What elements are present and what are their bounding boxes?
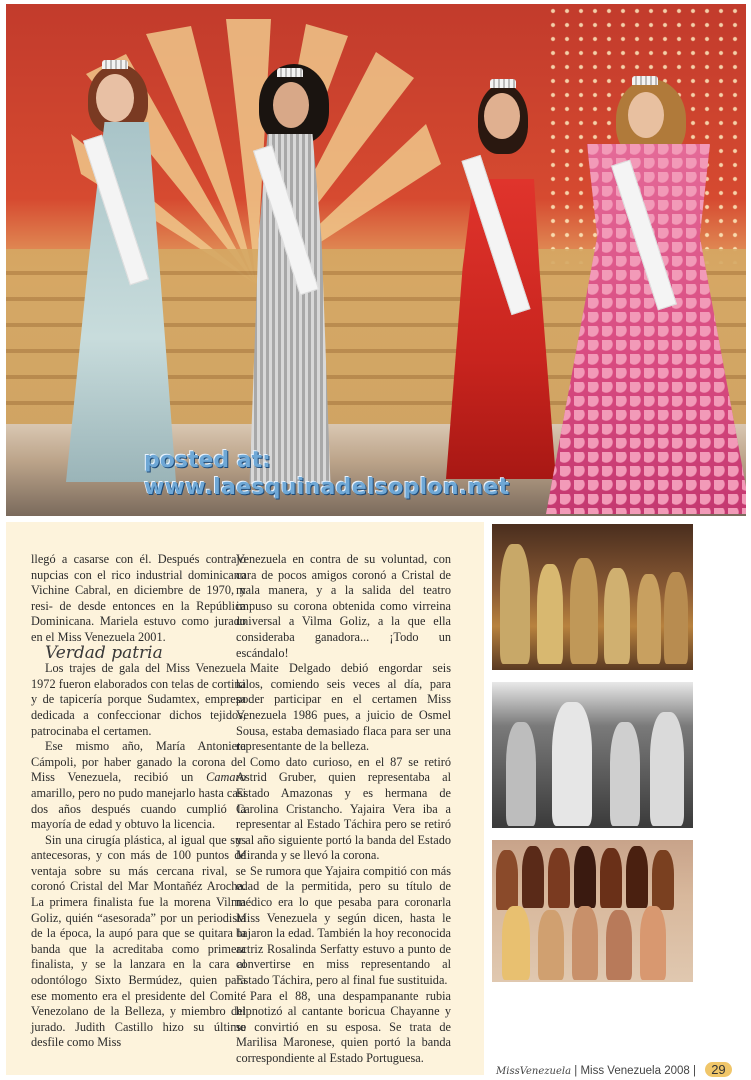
paragraph: Los trajes de gala del Miss Venezuela 1972 fueron elaborados con telas de cortina y de tapicería porque Sudamtex, empresa dedicada a confeccionar dichos tejidos, patrocinaba el certamen. — [31, 661, 246, 738]
brand-logo-text: MissVenezuela — [496, 1066, 572, 1077]
paragraph — [31, 739, 246, 833]
photo-gold-costumes — [492, 524, 693, 670]
paragraph-text: amarillo, pero no pudo manejarlo hasta casi dos años después cuando cumplió la mayoría de edad y obtuvo la licencia. — [31, 785, 246, 832]
paragraph-text: Ese mismo año, María Antonieta Cámpoli, por haber ganado la corona del Miss Venezuela, recibió un — [31, 739, 246, 785]
publication-name: | Miss Venezuela 2008 | — [574, 1065, 696, 1077]
hero-photo — [6, 4, 746, 516]
watermark-line-1: posted at: — [144, 448, 271, 473]
article-column-1 — [31, 552, 246, 1051]
page-number: 29 — [705, 1062, 731, 1077]
paragraph: Se rumora que Yajaira compitió con más edad de la permitida, pero su título de médico era lo que pesaba para coronarla Miss Venezuela y según dicen, hasta le bajaron la edad. También la hoy reconocida actriz Rosalinda Serfatty estuvo a punto de convertirse en miss representando al Estado Táchira, pero al final fue sustituida. — [236, 863, 451, 988]
watermark-url: www.laesquinadelsoplon.net — [144, 475, 510, 500]
paragraph: Como dato curioso, en el 87 se retiró Astrid Gruber, quien representaba al Estado Amazonas y es hermana de Carolina Cristancho. Yajaira Vera iba a representar al Estado Táchira pero se retiró y al año siguiente portó la banda del Estado Miranda y se llevó la corona. — [236, 754, 451, 863]
paragraph: Sin una cirugía plástica, al igual que sus antecesoras, y con más de 100 puntos de ventaja sobre su más cercana rival, se coronó Cristal del Mar Montañéz Arocha. La primera finalista fue la morena Vilma Goliz, quién “asesorada” por un periodista de la época, la aupó para que se quitara la banda que la acreditaba como primera finalista, y se la lanzara en la cara al odontólogo Sixto Bermúdez, quien para ese momento era el presidente del Comité Venezolano de la Belleza, y miembro del jurado. Judith Castillo hizo su último desfile como Miss — [31, 832, 246, 1050]
paragraph: Maite Delgado debió engordar seis kilos, comiendo seis veces al día, para poder participar en el certamen Miss Venezuela 1986 pues, a juicio de Osmel Sousa, estaba demasiado flaca para ser una representante de la belleza. — [236, 661, 451, 754]
photo-crowning-bw — [492, 682, 693, 828]
page-footer — [496, 1062, 746, 1080]
paragraph: llegó a casarse con él. Después contrajo nupcias con el rico industrial dominicano Vichine Cabral, en diciembre de 1970, y resi- de desde entonces en la República Dominicana. Mariela estuvo como jurado en el Miss Venezuela 2001. — [31, 552, 246, 644]
subheading: Verdad patria — [45, 642, 163, 663]
watermark — [144, 448, 614, 500]
paragraph: Para el 88, una despampanante rubia hipnotizó al cantante boricua Chayanne y se convirtió en su esposa. Se trata de Marilisa Maronese, quien portó la banda correspondiente al Estado Portuguesa. — [236, 988, 451, 1065]
photo-swimsuit-group — [492, 840, 693, 982]
paragraph: Venezuela en contra de su voluntad, con cara de pocos amigos coronó a Cristal de mala manera, y a la salida del teatro impuso su corona obtenida como virreina universal a Vilma Goliz, a la que ella consideraba ganadora... ¡Todo un escándalo! — [236, 552, 451, 660]
italic-term: Camaro — [206, 770, 246, 785]
article-column-2 — [236, 552, 451, 1067]
